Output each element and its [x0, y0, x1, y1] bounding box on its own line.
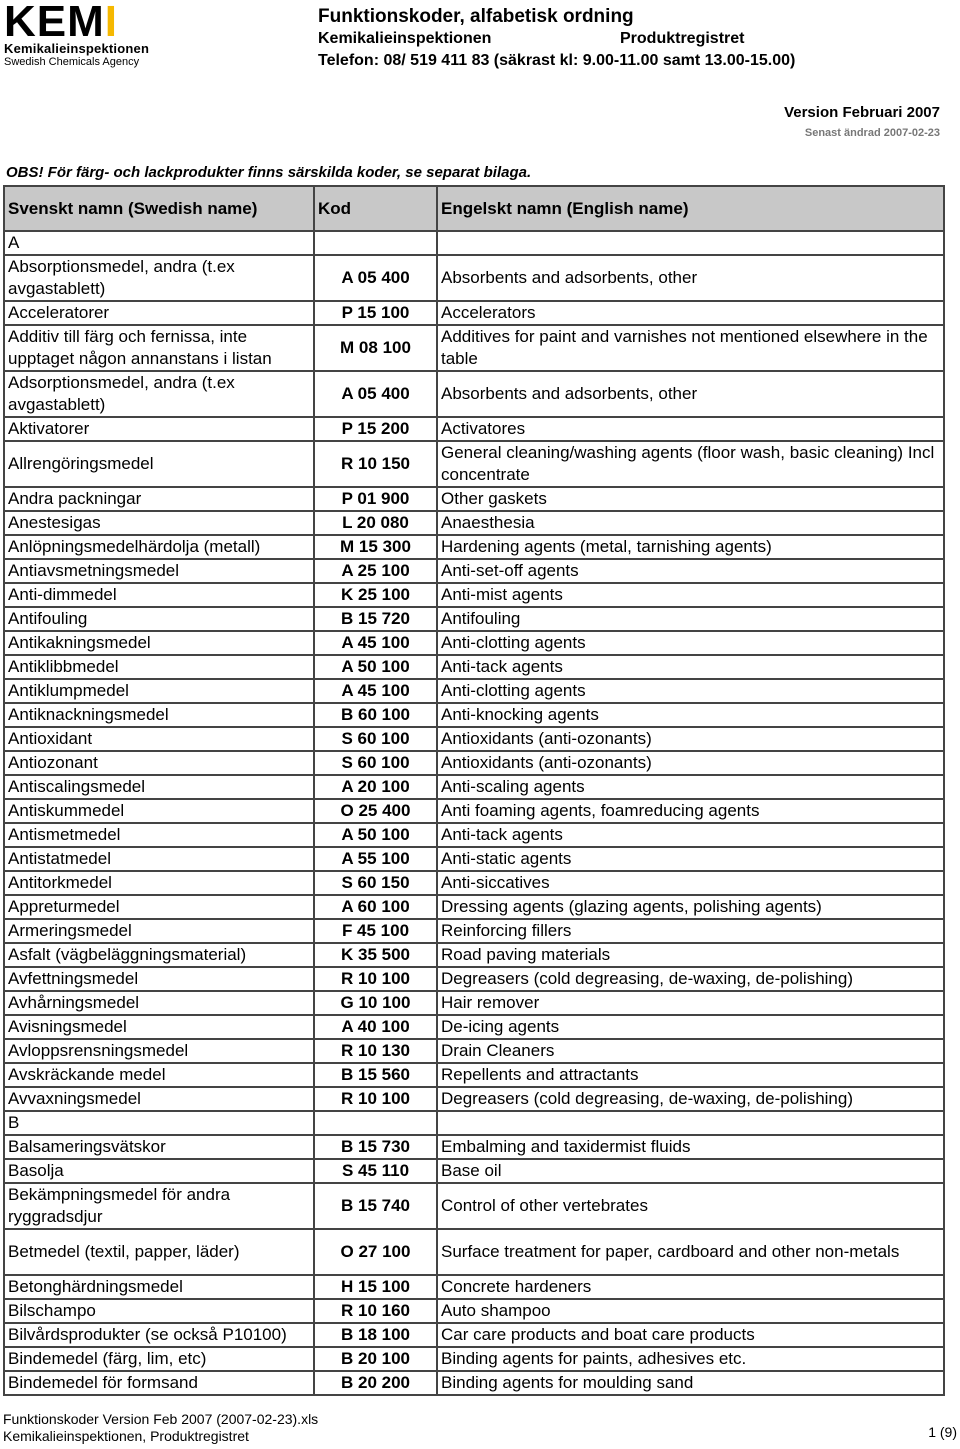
table-row: [4, 371, 944, 417]
code-cell: S 60 150: [314, 871, 437, 895]
section-letter-row: [4, 231, 944, 255]
code-cell: F 45 100: [314, 919, 437, 943]
document-header: [318, 6, 795, 72]
code-cell: A 60 100: [314, 895, 437, 919]
table-row: [4, 1063, 944, 1087]
swedish-name-cell: Basolja: [4, 1159, 314, 1183]
table-row: [4, 1015, 944, 1039]
code-cell: P 15 100: [314, 301, 437, 325]
swedish-name-cell: Antiavsmetningsmedel: [4, 559, 314, 583]
code-cell: [314, 231, 437, 255]
header-org: Kemikalieinspektionen: [318, 30, 492, 47]
swedish-name-cell: Betmedel (textil, papper, läder): [4, 1229, 314, 1275]
version-label: Version Februari 2007: [784, 104, 940, 121]
swedish-name-cell: Anti-dimmedel: [4, 583, 314, 607]
table-row: [4, 895, 944, 919]
header-english-name: Engelskt namn (English name): [437, 186, 944, 231]
table-row: [4, 991, 944, 1015]
table-row: [4, 417, 944, 441]
table-header-row: [4, 186, 944, 231]
swedish-name-cell: Antitorkmedel: [4, 871, 314, 895]
code-cell: A 45 100: [314, 631, 437, 655]
code-cell: M 15 300: [314, 535, 437, 559]
page-footer: [3, 1411, 318, 1445]
code-cell: B 15 560: [314, 1063, 437, 1087]
table-row: [4, 1323, 944, 1347]
english-name-cell: Anti foaming agents, foamreducing agents: [437, 799, 944, 823]
code-cell: R 10 160: [314, 1299, 437, 1323]
table-row: [4, 871, 944, 895]
swedish-name-cell: Antiklibbmedel: [4, 655, 314, 679]
table-row: [4, 1299, 944, 1323]
header-phone: Telefon: 08/ 519 411 83 (säkrast kl: 9.00-11.00 samt 13.00-15.00): [318, 52, 796, 69]
table-row: [4, 943, 944, 967]
swedish-name-cell: Bilschampo: [4, 1299, 314, 1323]
swedish-name-cell: Aktivatorer: [4, 417, 314, 441]
swedish-name-cell: Acceleratorer: [4, 301, 314, 325]
header-org-line: [318, 28, 795, 50]
footer-filename: Funktionskoder Version Feb 2007 (2007-02-23).xls: [3, 1411, 319, 1427]
table-row: [4, 919, 944, 943]
swedish-name-cell: Adsorptionsmedel, andra (t.ex avgastablett): [4, 371, 314, 417]
swedish-name-cell: B: [4, 1111, 314, 1135]
code-cell: A 50 100: [314, 655, 437, 679]
code-cell: A 25 100: [314, 559, 437, 583]
english-name-cell: Absorbents and adsorbents, other: [437, 371, 944, 417]
english-name-cell: Control of other vertebrates: [437, 1183, 944, 1229]
english-name-cell: Degreasers (cold degreasing, de-waxing, de-polishing): [437, 967, 944, 991]
english-name-cell: Degreasers (cold degreasing, de-waxing, de-polishing): [437, 1087, 944, 1111]
table-row: [4, 583, 944, 607]
code-cell: B 15 720: [314, 607, 437, 631]
english-name-cell: Accelerators: [437, 301, 944, 325]
code-cell: B 15 730: [314, 1135, 437, 1159]
english-name-cell: Reinforcing fillers: [437, 919, 944, 943]
table-row: [4, 487, 944, 511]
page-number: 1 (9): [928, 1424, 957, 1440]
code-cell: K 35 500: [314, 943, 437, 967]
code-cell: B 20 200: [314, 1371, 437, 1395]
swedish-name-cell: Armeringsmedel: [4, 919, 314, 943]
code-cell: A 50 100: [314, 823, 437, 847]
english-name-cell: [437, 231, 944, 255]
code-cell: G 10 100: [314, 991, 437, 1015]
english-name-cell: Additives for paint and varnishes not mentioned elsewhere in the table: [437, 325, 944, 371]
english-name-cell: Anti-mist agents: [437, 583, 944, 607]
table-row: [4, 301, 944, 325]
table-row: [4, 727, 944, 751]
logo-wordmark: KEMI: [4, 0, 119, 46]
table-row: [4, 325, 944, 371]
swedish-name-cell: A: [4, 231, 314, 255]
code-cell: R 10 130: [314, 1039, 437, 1063]
table-row: [4, 799, 944, 823]
code-cell: O 27 100: [314, 1229, 437, 1275]
english-name-cell: Anti-clotting agents: [437, 631, 944, 655]
english-name-cell: Other gaskets: [437, 487, 944, 511]
swedish-name-cell: Avvaxningsmedel: [4, 1087, 314, 1111]
header-swedish-name: Svenskt namn (Swedish name): [4, 186, 314, 231]
table-row: [4, 559, 944, 583]
english-name-cell: Embalming and taxidermist fluids: [437, 1135, 944, 1159]
english-name-cell: Dressing agents (glazing agents, polishing agents): [437, 895, 944, 919]
english-name-cell: Hair remover: [437, 991, 944, 1015]
swedish-name-cell: Anestesigas: [4, 511, 314, 535]
english-name-cell: Antifouling: [437, 607, 944, 631]
table-row: [4, 775, 944, 799]
table-row: [4, 847, 944, 871]
code-cell: [314, 1111, 437, 1135]
swedish-name-cell: Bilvårdsprodukter (se också P10100): [4, 1323, 314, 1347]
table-row: [4, 255, 944, 301]
swedish-name-cell: Antiozonant: [4, 751, 314, 775]
english-name-cell: Concrete hardeners: [437, 1275, 944, 1299]
header-code: Kod: [314, 186, 437, 231]
code-cell: S 60 100: [314, 727, 437, 751]
english-name-cell: Car care products and boat care products: [437, 1323, 944, 1347]
code-cell: A 40 100: [314, 1015, 437, 1039]
english-name-cell: Hardening agents (metal, tarnishing agents): [437, 535, 944, 559]
english-name-cell: Anti-set-off agents: [437, 559, 944, 583]
swedish-name-cell: Antismetmedel: [4, 823, 314, 847]
code-cell: R 10 150: [314, 441, 437, 487]
code-cell: A 05 400: [314, 255, 437, 301]
code-cell: A 55 100: [314, 847, 437, 871]
english-name-cell: [437, 1111, 944, 1135]
english-name-cell: Anti-tack agents: [437, 823, 944, 847]
page-title: Funktionskoder, alfabetisk ordning: [318, 6, 634, 27]
swedish-name-cell: Antioxidant: [4, 727, 314, 751]
swedish-name-cell: Avloppsrensningsmedel: [4, 1039, 314, 1063]
table-row: [4, 607, 944, 631]
english-name-cell: Binding agents for paints, adhesives etc.: [437, 1347, 944, 1371]
code-cell: M 08 100: [314, 325, 437, 371]
english-name-cell: Base oil: [437, 1159, 944, 1183]
english-name-cell: De-icing agents: [437, 1015, 944, 1039]
code-cell: K 25 100: [314, 583, 437, 607]
swedish-name-cell: Betonghärdningsmedel: [4, 1275, 314, 1299]
swedish-name-cell: Bindemedel (färg, lim, etc): [4, 1347, 314, 1371]
english-name-cell: Anti-siccatives: [437, 871, 944, 895]
table-row: [4, 823, 944, 847]
table-row: [4, 1087, 944, 1111]
swedish-name-cell: Antiskummedel: [4, 799, 314, 823]
code-cell: P 15 200: [314, 417, 437, 441]
swedish-name-cell: Avskräckande medel: [4, 1063, 314, 1087]
swedish-name-cell: Asfalt (vägbeläggningsmaterial): [4, 943, 314, 967]
logo-agency-sv: Kemikalieinspektionen: [4, 41, 150, 56]
english-name-cell: Repellents and attractants: [437, 1063, 944, 1087]
obs-note: OBS! För färg- och lackprodukter finns särskilda koder, se separat bilaga.: [6, 164, 532, 181]
swedish-name-cell: Balsameringsvätskor: [4, 1135, 314, 1159]
swedish-name-cell: Antistatmedel: [4, 847, 314, 871]
english-name-cell: Antioxidants (anti-ozonants): [437, 727, 944, 751]
english-name-cell: Anaesthesia: [437, 511, 944, 535]
swedish-name-cell: Avfettningsmedel: [4, 967, 314, 991]
table-row: [4, 535, 944, 559]
swedish-name-cell: Absorptionsmedel, andra (t.ex avgastablett): [4, 255, 314, 301]
english-name-cell: General cleaning/washing agents (floor wash, basic cleaning) Incl concentrate: [437, 441, 944, 487]
english-name-cell: Anti-static agents: [437, 847, 944, 871]
table-row: [4, 1183, 944, 1229]
english-name-cell: Anti-knocking agents: [437, 703, 944, 727]
swedish-name-cell: Bindemedel för formsand: [4, 1371, 314, 1395]
english-name-cell: Auto shampoo: [437, 1299, 944, 1323]
code-cell: A 05 400: [314, 371, 437, 417]
swedish-name-cell: Allrengöringsmedel: [4, 441, 314, 487]
code-cell: B 18 100: [314, 1323, 437, 1347]
table-row: [4, 1159, 944, 1183]
code-cell: R 10 100: [314, 1087, 437, 1111]
english-name-cell: Surface treatment for paper, cardboard and other non-metals: [437, 1229, 944, 1275]
swedish-name-cell: Antiscalingsmedel: [4, 775, 314, 799]
english-name-cell: Absorbents and adsorbents, other: [437, 255, 944, 301]
swedish-name-cell: Bekämpningsmedel för andra ryggradsdjur: [4, 1183, 314, 1229]
header-register: Produktregistret: [620, 30, 745, 47]
function-code-table: [3, 185, 945, 1396]
swedish-name-cell: Antifouling: [4, 607, 314, 631]
footer-org: Kemikalieinspektionen, Produktregistret: [3, 1428, 249, 1444]
code-cell: A 20 100: [314, 775, 437, 799]
english-name-cell: Antioxidants (anti-ozonants): [437, 751, 944, 775]
code-cell: H 15 100: [314, 1275, 437, 1299]
code-cell: P 01 900: [314, 487, 437, 511]
table-row: [4, 1275, 944, 1299]
code-cell: S 60 100: [314, 751, 437, 775]
code-cell: B 15 740: [314, 1183, 437, 1229]
table-row: [4, 1135, 944, 1159]
table-row: [4, 631, 944, 655]
last-changed-label: Senast ändrad 2007-02-23: [804, 127, 940, 139]
logo-agency-en: Swedish Chemicals Agency: [4, 56, 140, 68]
table-row: [4, 1039, 944, 1063]
english-name-cell: Activatores: [437, 417, 944, 441]
table-row: [4, 1229, 944, 1275]
table-row: [4, 1371, 944, 1395]
code-cell: B 20 100: [314, 1347, 437, 1371]
code-cell: B 60 100: [314, 703, 437, 727]
swedish-name-cell: Avisningsmedel: [4, 1015, 314, 1039]
table-row: [4, 967, 944, 991]
code-cell: R 10 100: [314, 967, 437, 991]
table-row: [4, 751, 944, 775]
swedish-name-cell: Antiklumpmedel: [4, 679, 314, 703]
english-name-cell: Drain Cleaners: [437, 1039, 944, 1063]
english-name-cell: Anti-scaling agents: [437, 775, 944, 799]
swedish-name-cell: Antiknackningsmedel: [4, 703, 314, 727]
swedish-name-cell: Appreturmedel: [4, 895, 314, 919]
table-row: [4, 655, 944, 679]
english-name-cell: Binding agents for moulding sand: [437, 1371, 944, 1395]
table-row: [4, 1347, 944, 1371]
kemi-logo: [4, 2, 154, 72]
table-row: [4, 441, 944, 487]
section-letter-row: [4, 1111, 944, 1135]
english-name-cell: Anti-clotting agents: [437, 679, 944, 703]
code-cell: A 45 100: [314, 679, 437, 703]
code-cell: O 25 400: [314, 799, 437, 823]
english-name-cell: Anti-tack agents: [437, 655, 944, 679]
swedish-name-cell: Anlöpningsmedelhärdolja (metall): [4, 535, 314, 559]
swedish-name-cell: Andra packningar: [4, 487, 314, 511]
code-cell: L 20 080: [314, 511, 437, 535]
swedish-name-cell: Antikakningsmedel: [4, 631, 314, 655]
english-name-cell: Road paving materials: [437, 943, 944, 967]
table-row: [4, 703, 944, 727]
table-row: [4, 679, 944, 703]
swedish-name-cell: Avhårningsmedel: [4, 991, 314, 1015]
swedish-name-cell: Additiv till färg och fernissa, inte upptaget någon annanstans i listan: [4, 325, 314, 371]
code-cell: S 45 110: [314, 1159, 437, 1183]
table-row: [4, 511, 944, 535]
